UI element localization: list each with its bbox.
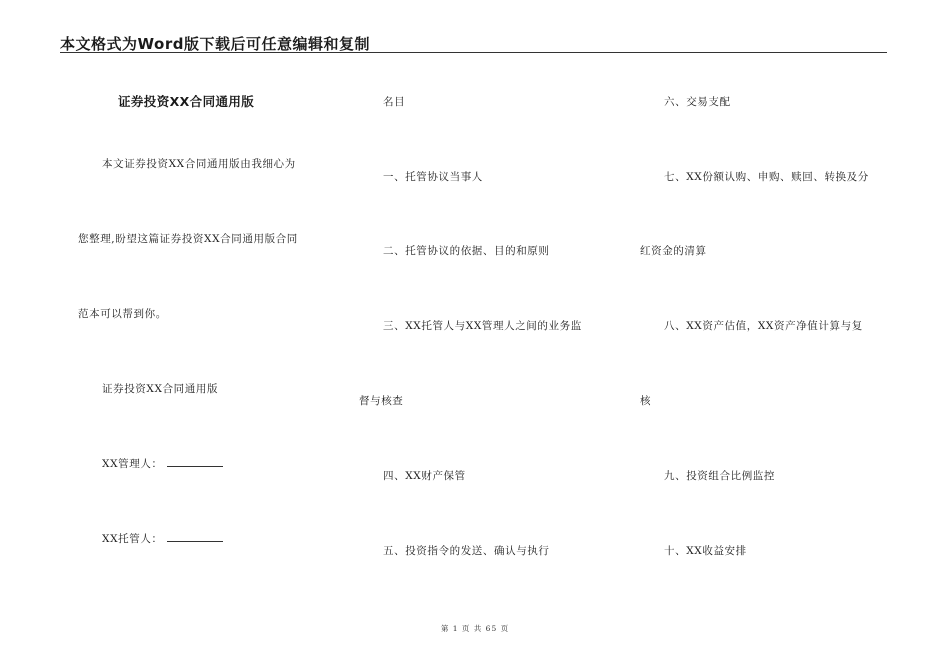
toc-item-3: 三、XX托管人与XX管理人之间的业务监 bbox=[383, 320, 582, 332]
intro-line-3: 范本可以帮到你。 bbox=[78, 308, 167, 320]
custodian-blank-line bbox=[167, 532, 223, 542]
toc-item-2: 二、托管协议的依据、目的和原则 bbox=[383, 245, 550, 257]
custodian-label: XX托管人： bbox=[102, 533, 163, 545]
toc-item-10: 十、XX收益安排 bbox=[664, 545, 747, 557]
contract-subtitle: 证券投资XX合同通用版 bbox=[102, 383, 219, 395]
toc-item-3-cont: 督与核查 bbox=[359, 395, 404, 407]
manager-field bbox=[102, 456, 223, 471]
toc-item-7: 七、XX份额认购、申购、赎回、转换及分 bbox=[664, 171, 869, 183]
toc-item-8-cont: 核 bbox=[640, 395, 652, 407]
document-header-title: 本文格式为Word版下载后可任意编辑和复制 bbox=[60, 35, 370, 53]
toc-item-4: 四、XX财产保管 bbox=[383, 470, 466, 482]
toc-item-8: 八、XX资产估值，XX资产净值计算与复 bbox=[664, 320, 863, 332]
toc-item-9: 九、投资组合比例监控 bbox=[664, 470, 775, 482]
page-number-footer: 第 1 页 共 65 页 bbox=[440, 624, 510, 633]
toc-item-1: 一、托管协议当事人 bbox=[383, 171, 483, 183]
intro-line-1: 本文证券投资XX合同通用版由我细心为 bbox=[102, 158, 296, 170]
custodian-field bbox=[102, 531, 223, 546]
toc-heading: 名目 bbox=[383, 96, 406, 108]
header-divider bbox=[60, 52, 887, 53]
toc-item-7-cont: 红资金的清算 bbox=[640, 245, 707, 257]
intro-line-2: 您整理,盼望这篇证券投资XX合同通用版合同 bbox=[78, 233, 298, 245]
document-title: 证券投资XX合同通用版 bbox=[118, 94, 255, 109]
manager-blank-line bbox=[167, 457, 223, 467]
toc-item-6: 六、交易支配 bbox=[664, 96, 731, 108]
toc-item-5: 五、投资指令的发送、确认与执行 bbox=[383, 545, 550, 557]
manager-label: XX管理人： bbox=[102, 458, 163, 470]
